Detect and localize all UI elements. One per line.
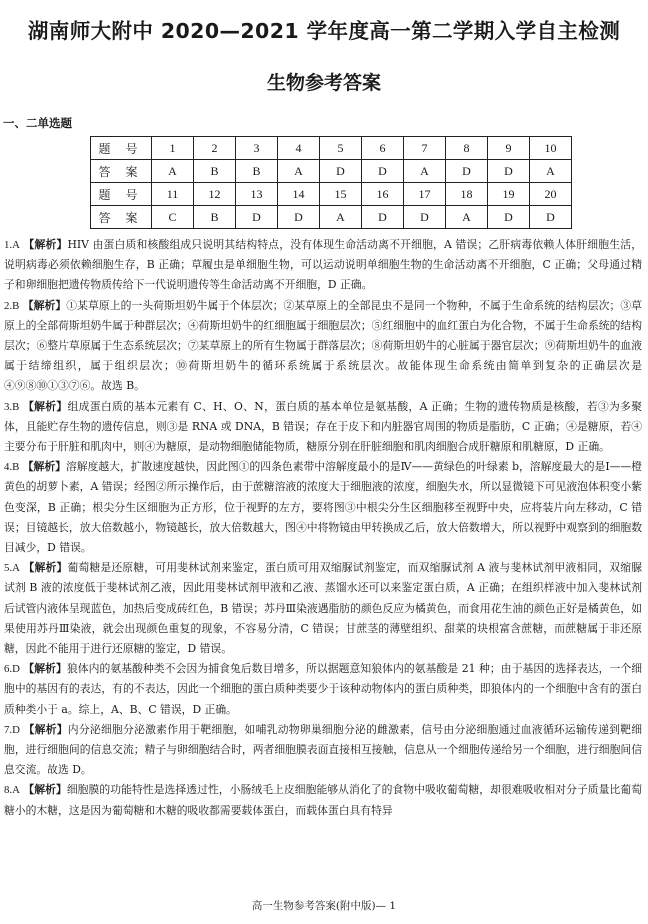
item-number: 6.D — [4, 663, 20, 676]
answer-cell: D — [530, 206, 572, 229]
answer-item — [0, 457, 648, 558]
analysis-tag: 【解析】 — [23, 722, 68, 736]
question-number-cell: 13 — [236, 183, 278, 206]
answer-cell: D — [362, 160, 404, 183]
question-number-row — [91, 183, 572, 206]
question-number-cell: 4 — [278, 137, 320, 160]
analysis-tag: 【解析】 — [23, 783, 67, 797]
item-text: 溶解度越大，扩散速度越快，因此图①的四条色素带中溶解度最小的是Ⅳ——黄绿色的叶绿素 b，溶解度最大的是Ⅰ——橙黄色的胡萝卜素，A 错误；经图②所示操作后，由于蔗糖溶液的浓度大于细胞液的浓度，细胞失水，所以显微镜下可见液泡体积变小紫色变深，B 正确；根尖分生区细胞为正方形，位于视野的左方，要将图③中根尖分生区细胞移至视野中央，应将装片向左移动，C 错误；目镜越长，放大倍数越小，物镜越长，放大倍数越大，图④中将物镜由甲转换成乙后，放大倍数增大，所以视野中观察到的细胞数目减少，D 错误。 — [4, 460, 643, 555]
answer-cell: D — [236, 206, 278, 229]
question-number-cell: 14 — [278, 183, 320, 206]
row-label: 答 案 — [91, 160, 152, 183]
item-number: 7.D — [4, 723, 20, 736]
question-number-cell: 12 — [194, 183, 236, 206]
question-number-cell: 9 — [488, 137, 530, 160]
analysis-tag: 【解析】 — [22, 460, 66, 474]
answer-item — [0, 558, 648, 659]
item-number: 2.B — [4, 299, 20, 312]
answer-item — [0, 397, 648, 458]
question-number-cell: 17 — [404, 183, 446, 206]
question-number-cell: 20 — [530, 183, 572, 206]
page-footer: 高一生物参考答案(附中版)— 1 — [251, 900, 397, 912]
answer-cell: D — [320, 160, 362, 183]
row-label: 题 号 — [91, 137, 152, 160]
row-label: 题 号 — [91, 183, 152, 206]
answer-row — [91, 206, 572, 229]
answer-table — [90, 136, 572, 229]
question-number-cell: 8 — [446, 137, 488, 160]
item-text: 组成蛋白质的基本元素有 C、H、O、N，蛋白质的基本单位是氨基酸，A 正确；生物的遗传物质是核酸，若③为多聚体，且能贮存生物的遗传信息，则③是 RNA 或 DNA，B 错误；存在于皮下和内脏器官周围的物质是脂肪，C 正确；④是糖原，若④主要分布于肝脏和肌肉中，则④为糖原，是动物细胞储能物质，糖原分别在肝脏细胞和肌肉细胞合成肝糖原和肌糖原，D 正确。 — [4, 399, 642, 454]
item-text: ①某草原上的一头荷斯坦奶牛属于个体层次；②某草原上的全部昆虫不是同一个物种，不属于生命系统的结构层次；③草原上的全部荷斯坦奶牛属于种群层次；④荷斯坦奶牛的红细胞属于细胞层次；⑤红细胞中的血红蛋白为化合物，不属于生命系统的结构层次；⑥整片草原属于生态系统层次；⑦某草原上的所有生物属于群落层次；⑧荷斯坦奶牛的心脏属于器官层次；⑨荷斯坦奶牛的血液属于结缔组织，属于组织层次；⑩荷斯坦奶牛的循环系统属于系统层次。故能体现生命系统由简单到复杂的正确层次是④⑨⑧⑩①③⑦⑥。故选 B。 — [4, 298, 643, 393]
question-number-cell: 6 — [362, 137, 404, 160]
question-number-cell: 7 — [404, 137, 446, 160]
item-number: 8.A — [4, 784, 20, 797]
question-number-cell: 5 — [320, 137, 362, 160]
answer-cell: A — [530, 160, 572, 183]
question-number-cell: 2 — [194, 137, 236, 160]
page-title: 湖南师大附中 2020—2021 学年度高一第二学期入学自主检测 — [27, 19, 621, 43]
section-label: 一、二单选题 — [3, 116, 72, 130]
answer-item — [0, 720, 648, 781]
analysis-tag: 【解析】 — [23, 399, 68, 413]
row-label: 答 案 — [91, 206, 152, 229]
answer-cell: A — [152, 160, 194, 183]
answer-cell: C — [152, 206, 194, 229]
answer-item — [0, 235, 648, 296]
analysis-tag: 【解析】 — [23, 238, 68, 251]
answer-cell: A — [278, 160, 320, 183]
answer-cell: B — [194, 206, 236, 229]
item-number: 5.A — [4, 562, 20, 575]
answer-cell: D — [404, 206, 446, 229]
question-number-cell: 11 — [152, 183, 194, 206]
item-number: 1.A — [4, 239, 20, 251]
item-number: 4.B — [4, 461, 20, 474]
question-number-cell: 1 — [152, 137, 194, 160]
question-number-cell: 16 — [362, 183, 404, 206]
answer-item — [0, 659, 648, 720]
answer-cell: D — [362, 206, 404, 229]
analysis-tag: 【解析】 — [23, 561, 68, 575]
item-number: 3.B — [4, 400, 20, 413]
question-number-row — [91, 137, 572, 160]
question-number-cell: 3 — [236, 137, 278, 160]
answer-cell: A — [320, 206, 362, 229]
item-text: HIV 由蛋白质和核酸组成只说明其结构特点，没有体现生命活动离不开细胞，A 错误；乙肝病毒依赖人体肝细胞生活，说明病毒必须依赖细胞生存，B 正确；草履虫是单细胞生物，可以运动说明单细胞生物的生命活动离不开细胞，C 正确；父母通过精子和卵细胞把遗传物质传给下一代说明遗传等生命活动离不开细胞，D 正确。 — [4, 238, 642, 292]
item-text: 细胞膜的功能特性是选择透过性，小肠绒毛上皮细胞能够从消化了的食物中吸收葡萄糖，却很难吸收相对分子质量比葡萄糖小的木糖，这是因为葡萄糖和木糖的吸收都需要载体蛋白，而载体蛋白具有特异 — [4, 783, 643, 817]
analysis-tag: 【解析】 — [22, 298, 67, 312]
question-number-cell: 10 — [530, 137, 572, 160]
answer-cell: B — [236, 160, 278, 183]
answer-explanations — [0, 235, 648, 821]
question-number-cell: 15 — [320, 183, 362, 206]
answer-row — [91, 160, 572, 183]
answer-item — [0, 780, 648, 820]
analysis-tag: 【解析】 — [23, 662, 67, 676]
item-text: 内分泌细胞分泌激素作用于靶细胞，如哺乳动物卵巢细胞分泌的雌激素，信号由分泌细胞通过血液循环运输传递到靶细胞，进行细胞间的信息交流；精子与卵细胞结合时，两者细胞膜表面直接相互接触，信息从一个细胞传递给另一个细胞，进行细胞间信息交流。故选 D。 — [4, 722, 643, 777]
answer-cell: A — [404, 160, 446, 183]
answer-cell: D — [278, 206, 320, 229]
answer-cell: A — [446, 206, 488, 229]
answer-cell: D — [488, 206, 530, 229]
answer-cell: B — [194, 160, 236, 183]
answer-cell: D — [446, 160, 488, 183]
page-subtitle: 生物参考答案 — [266, 72, 381, 94]
question-number-cell: 18 — [446, 183, 488, 206]
item-text: 狼体内的氨基酸种类不会因为捕食兔后数目增多，所以据题意知狼体内的氨基酸是 21 种；由于基因的选择表达，一个细胞中的基因有的表达，有的不表达，因此一个细胞的蛋白质种类要少于该种动物体内的蛋白质种类，即狼体内的一个细胞中含有的蛋白质种类小于 a。综上，A、B、C 错误，D 正确。 — [4, 662, 642, 716]
question-number-cell: 19 — [488, 183, 530, 206]
item-text: 葡萄糖是还原糖，可用斐林试剂来鉴定，蛋白质可用双缩脲试剂鉴定，而双缩脲试剂 A 液与斐林试剂甲液相同，双缩脲试剂 B 液的浓度低于斐林试剂乙液，因此用斐林试剂甲液和乙液、蒸馏水还可以来鉴定蛋白质，A 正确；在组织样液中加入斐林试剂后试管内液体呈现蓝色，加热后变成砖红色，B 错误；苏丹Ⅲ染液遇脂肪的颜色反应为橘黄色，而食用花生油的颜色正好是橘黄色，如果使用苏丹Ⅲ染液，就会出现颜色重复的现象，不容易分清，C 错误；甘蔗茎的薄壁组织、甜菜的块根富含蔗糖，而蔗糖属于非还原糖，因此不能用于进行还原糖的鉴定，D 错误。 — [4, 561, 643, 656]
answer-cell: D — [488, 160, 530, 183]
answer-item — [0, 296, 648, 397]
